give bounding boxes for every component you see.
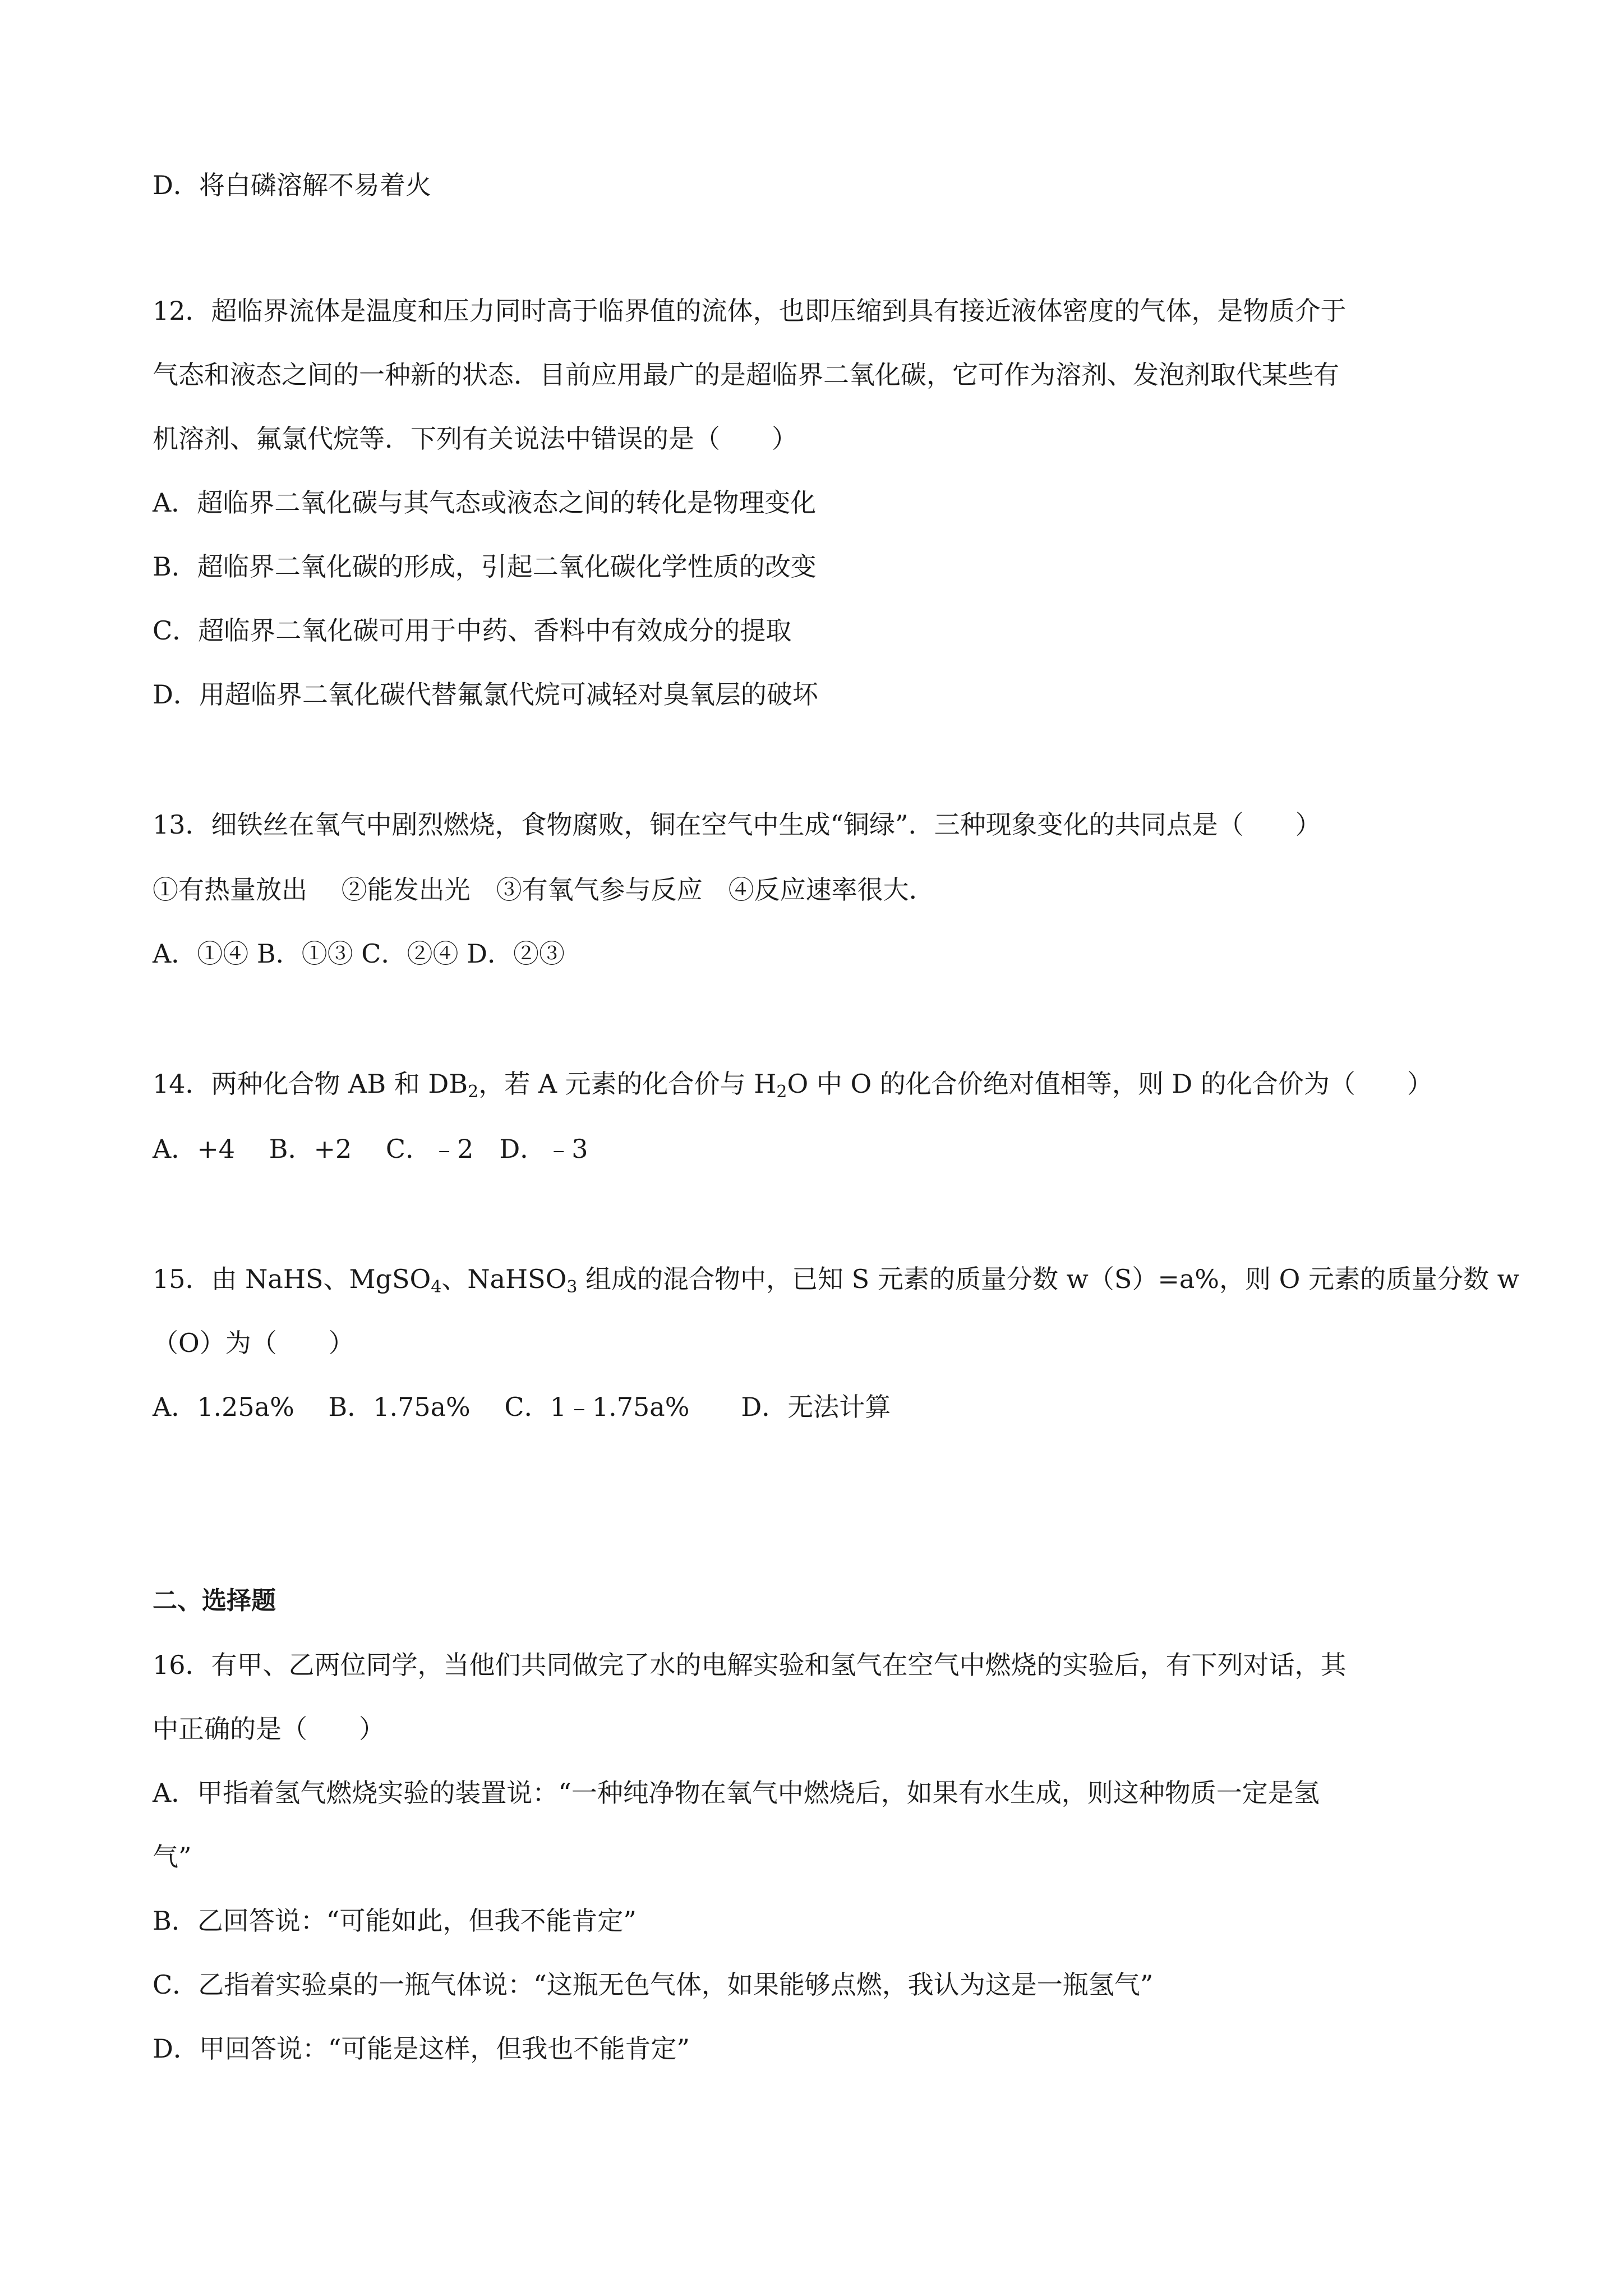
q12-option-a: A．超临界二氧化碳与其气态或液态之间的转化是物理变化 [153, 487, 817, 518]
q15-text-2: 、NaHSO [441, 1264, 567, 1294]
section-title: 二、选择题 [153, 1586, 276, 1615]
q16-option-d: D．甲回答说：“可能是这样，但我也不能肯定” [153, 2033, 690, 2064]
q16-stem-line-1: 16．有甲、乙两位同学，当他们共同做完了水的电解实验和氢气在空气中燃烧的实验后，有下列对话，其 [153, 1650, 1347, 1680]
q15-stem-line-2: （O）为（ ） [153, 1328, 354, 1358]
q14-text-1: 14．两种化合物 AB 和 DB [153, 1069, 468, 1099]
q15-options: A．1.25a% B．1.75a% C．1﹣1.75a% D．无法计算 [153, 1392, 891, 1422]
q12-option-b: B．超临界二氧化碳的形成，引起二氧化碳化学性质的改变 [153, 551, 817, 582]
q14-subscript-1: 2 [468, 1082, 479, 1102]
q15-subscript-1: 4 [431, 1277, 442, 1297]
q14-options: A．+4 B．+2 C．﹣2 D．﹣3 [153, 1134, 588, 1164]
q12-stem-line-2: 气态和液态之间的一种新的状态．目前应用最广的是超临界二氧化碳，它可作为溶剂、发泡剂取代某些有 [153, 360, 1339, 390]
q13-stem-line-2: ①有热量放出 ②能发出光 ③有氧气参与反应 ④反应速率很大． [153, 875, 935, 905]
q16-stem-line-2: 中正确的是（ ） [153, 1714, 385, 1744]
q12-stem-line-1: 12．超临界流体是温度和压力同时高于临界值的流体，也即压缩到具有接近液体密度的气体，是物质介于 [153, 296, 1347, 326]
q16-option-b: B．乙回答说：“可能如此，但我不能肯定” [153, 1906, 637, 1936]
q14-subscript-2: 2 [776, 1082, 787, 1102]
q12-option-c: C．超临界二氧化碳可用于中药、香料中有效成分的提取 [153, 615, 792, 646]
q12-option-d: D．用超临界二氧化碳代替氟氯代烷可减轻对臭氧层的破坏 [153, 679, 818, 710]
q15-text-3: 组成的混合物中，已知 S 元素的质量分数 w（S）=a%，则 O 元素的质量分数 w [577, 1264, 1519, 1294]
q15-text-1: 15．由 NaHS、MgSO [153, 1264, 431, 1294]
q16-option-a-line-1: A．甲指着氢气燃烧实验的装置说：“一种纯净物在氧气中燃烧后，如果有水生成，则这种物质一定是氢 [153, 1778, 1320, 1808]
q12-stem-line-3: 机溶剂、氟氯代烷等．下列有关说法中错误的是（ ） [153, 424, 797, 454]
q14-stem [153, 1067, 1433, 1101]
q14-text-2: ，若 A 元素的化合价与 H [478, 1069, 777, 1099]
q13-options: A．①④ B．①③ C．②④ D．②③ [153, 938, 565, 969]
q15-subscript-2: 3 [566, 1277, 578, 1297]
q16-option-a-line-2: 气” [153, 1842, 192, 1872]
q11-option-d: D．将白磷溶解不易着火 [153, 170, 431, 200]
q14-text-3: O 中 O 的化合价绝对值相等，则 D 的化合价为（ ） [787, 1069, 1433, 1099]
q13-stem-line-1: 13．细铁丝在氧气中剧烈燃烧，食物腐败，铜在空气中生成“铜绿”．三种现象变化的共同点是（ ） [153, 809, 1321, 840]
q15-stem-line-1 [153, 1262, 1519, 1296]
q16-option-c: C．乙指着实验桌的一瓶气体说：“这瓶无色气体，如果能够点燃，我认为这是一瓶氢气” [153, 1970, 1154, 2000]
